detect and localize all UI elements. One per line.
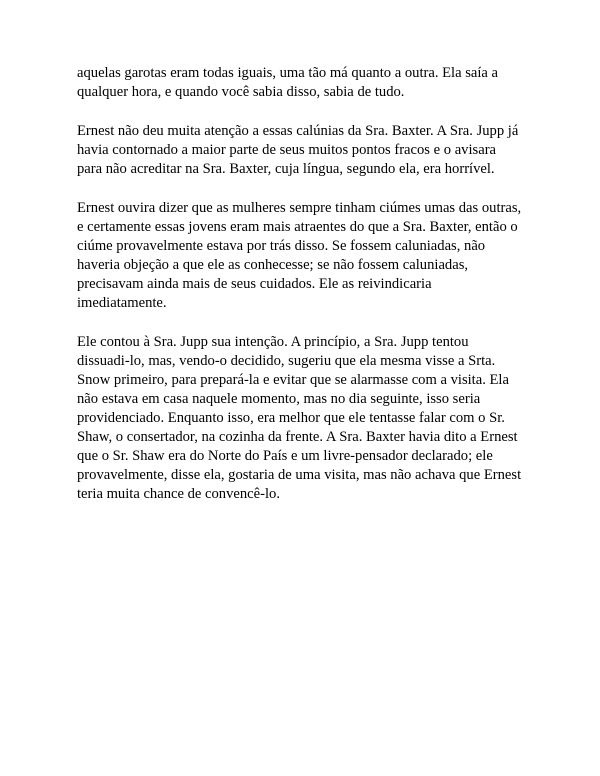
paragraph-3: Ernest ouvira dizer que as mulheres sempre tinham ciúmes umas das outras, e certamente essas jovens eram mais atraentes do que a Sra. Baxter, então o ciúme provavelmente estava por trás disso. Se fossem caluniadas, não haveria objeção a que ele as conhecesse; se não fossem caluniadas, precisavam ainda mais de seus cuidados. Ele as reivindicaria imediatamente.: [77, 200, 522, 311]
paragraph-2: Ernest não deu muita atenção a essas calúnias da Sra. Baxter. A Sra. Jupp já havia contornado a maior parte de seus muitos pontos fracos e o avisara para não acreditar na Sra. Baxter, cuja língua, segundo ela, era horrível.: [77, 123, 519, 177]
paragraph-1: aquelas garotas eram todas iguais, uma tão má quanto a outra. Ela saía a qualquer hora, e quando você sabia disso, sabia de tudo.: [77, 65, 499, 100]
document-page: [77, 64, 537, 524]
paragraph-4: Ele contou à Sra. Jupp sua intenção. A princípio, a Sra. Jupp tentou dissuadi-lo, mas, vendo-o decidido, sugeriu que ela mesma visse a Srta. Snow primeiro, para prepará-la e evitar que se alarmasse com a visita. Ela não estava em casa naquele momento, mas no dia seguinte, isso seria providenciado. Enquanto isso, era melhor que ele tentasse falar com o Sr. Shaw, o consertador, na cozinha da frente. A Sra. Baxter havia dito a Ernest que o Sr. Shaw era do Norte do País e um livre-pensador declarado; ele provavelmente, disse ela, gostaria de uma visita, mas não achava que Ernest teria muita chance de convencê-lo.: [77, 334, 522, 502]
